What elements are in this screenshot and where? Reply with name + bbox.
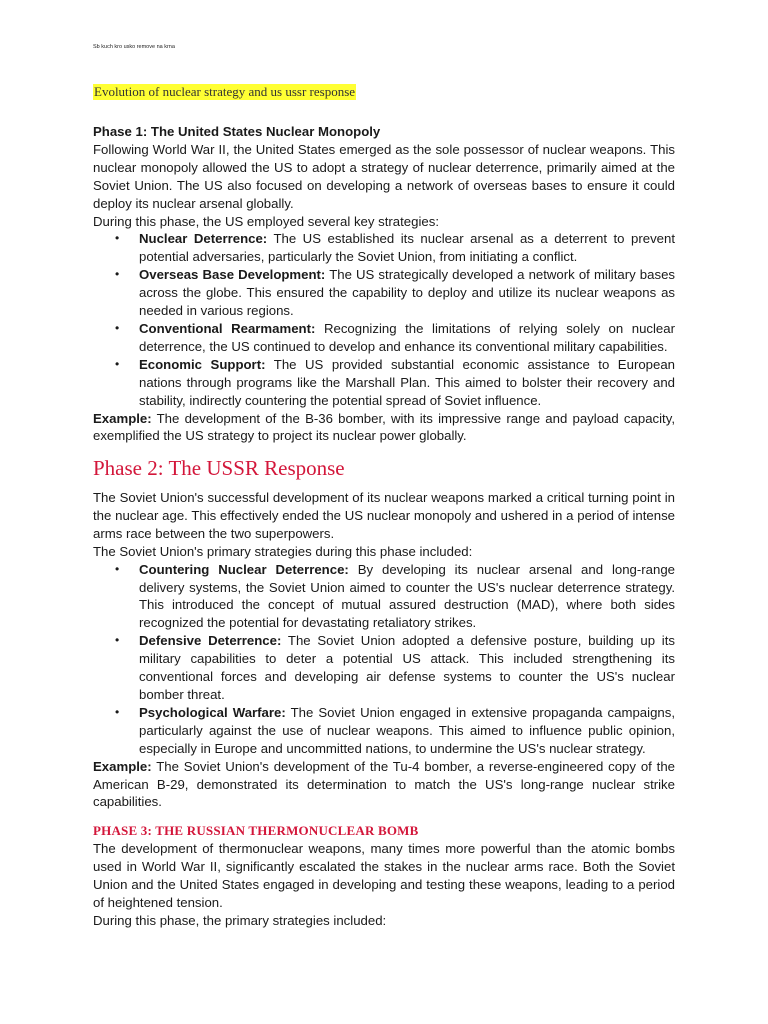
- list-item: [93, 266, 675, 320]
- list-item-text: The Soviet Union engaged in extensive propaganda campaigns, particularly against the use of nuclear weapons. This aimed to influence public opinion, especially in Europe and uncommitted nations, to undermine the US's nuclear strategy.: [139, 704, 675, 756]
- bullet-icon: •: [115, 320, 120, 335]
- list-item-term: Psychological Warfare:: [139, 704, 286, 720]
- bullet-icon: •: [115, 633, 120, 648]
- phase2-heading: Phase 2: The USSR Response: [93, 456, 345, 480]
- phase2-section: [93, 456, 675, 811]
- list-item-term: Economic Support:: [139, 356, 266, 372]
- phase1-heading: Phase 1: The United States Nuclear Monopoly: [93, 124, 381, 139]
- bullet-icon: •: [115, 231, 120, 246]
- phase2-example: [93, 758, 675, 812]
- list-item-term: Defensive Deterrence:: [139, 633, 282, 649]
- phase2-lead: The Soviet Union's primary strategies during this phase included:: [93, 543, 473, 559]
- list-item-text: The US established its nuclear arsenal as a deterrent to prevent potential adversaries, particularly the Soviet Union, from initiating a conflict.: [139, 231, 675, 265]
- phase3-heading: PHASE 3: THE RUSSIAN THERMONUCLEAR BOMB: [93, 823, 419, 838]
- phase3-lead: During this phase, the primary strategies included:: [93, 912, 387, 928]
- document-title: Evolution of nuclear strategy and us ussr response: [94, 84, 356, 99]
- example-label: Example:: [93, 410, 152, 426]
- list-item-term: Conventional Rearmament:: [139, 320, 316, 336]
- phase3-intro: The development of thermonuclear weapons, many times more powerful than the atomic bombs used in World War II, significantly escalated the stakes in the nuclear arms race. Both the Soviet Union and the United States engaged in developing and testing these weapons, leading to a period of heightened tension.: [93, 841, 675, 910]
- list-item-text: Recognizing the limitations of relying solely on nuclear deterrence, the US continued to develop and enhance its conventional military capabilities.: [139, 320, 675, 354]
- phase1-list: [93, 230, 675, 409]
- phase2-list: [93, 561, 675, 758]
- list-item-term: Nuclear Deterrence:: [139, 231, 268, 247]
- bullet-icon: •: [115, 561, 120, 576]
- list-item-text: By developing its nuclear arsenal and long-range delivery systems, the Soviet Union aimed to counter the US's nuclear deterrence strategy. This introduced the concept of mutual assured destruction (MAD), where both sides recognized the potential for devastating retaliatory strikes.: [139, 561, 676, 631]
- bullet-icon: •: [115, 356, 120, 371]
- phase1-example: [93, 410, 675, 446]
- example-text: The Soviet Union's development of the Tu-4 bomber, a reverse-engineered copy of the American B-29, demonstrated its determination to match the US's long-range nuclear strike capabilities.: [93, 758, 675, 810]
- phase2-intro: The Soviet Union's successful development of its nuclear weapons marked a critical turning point in the nuclear age. This effectively ended the US nuclear monopoly and ushered in a period of intense arms race between the two superpowers.: [93, 490, 675, 541]
- phase3-section: [93, 823, 675, 930]
- header-note: Sb kuch kro usko remove na krna: [93, 44, 175, 50]
- list-item-text: The Soviet Union adopted a defensive posture, building up its military capabilities to deter a potential US attack. This included strengthening its conventional forces and developing air defense systems to counter the US's nuclear bomber threat.: [139, 633, 675, 702]
- example-text: The development of the B-36 bomber, with its impressive range and payload capacity, exemplified the US strategy to project its nuclear power globally.: [93, 410, 675, 444]
- list-item: [93, 356, 675, 410]
- phase1-lead: During this phase, the US employed several key strategies:: [93, 213, 439, 229]
- list-item-text: The US provided substantial economic assistance to European nations through programs like the Marshall Plan. This aimed to bolster their recovery and stability, indirectly countering the potential spread of Soviet influence.: [139, 356, 676, 408]
- list-item-text: The US strategically developed a network of military bases across the globe. This ensured the capability to deploy and utilize its nuclear weapons as needed in various regions.: [139, 267, 675, 319]
- example-label: Example:: [93, 758, 152, 774]
- list-item: [93, 561, 675, 633]
- phase1-section: [93, 123, 675, 445]
- list-item: [93, 320, 675, 356]
- list-item: [93, 632, 675, 704]
- list-item-term: Overseas Base Development:: [139, 267, 326, 283]
- list-item: [93, 704, 675, 758]
- bullet-icon: •: [115, 704, 120, 719]
- list-item-term: Countering Nuclear Deterrence:: [139, 561, 349, 577]
- list-item: [93, 230, 675, 266]
- bullet-icon: •: [115, 267, 120, 282]
- phase1-intro: Following World War II, the United States emerged as the sole possessor of nuclear weapons. This nuclear monopoly allowed the US to adopt a strategy of nuclear deterrence, primarily aimed at the Soviet Union. The US also focused on developing a network of overseas bases to ensure it could deploy its nuclear arsenal globally.: [93, 141, 675, 211]
